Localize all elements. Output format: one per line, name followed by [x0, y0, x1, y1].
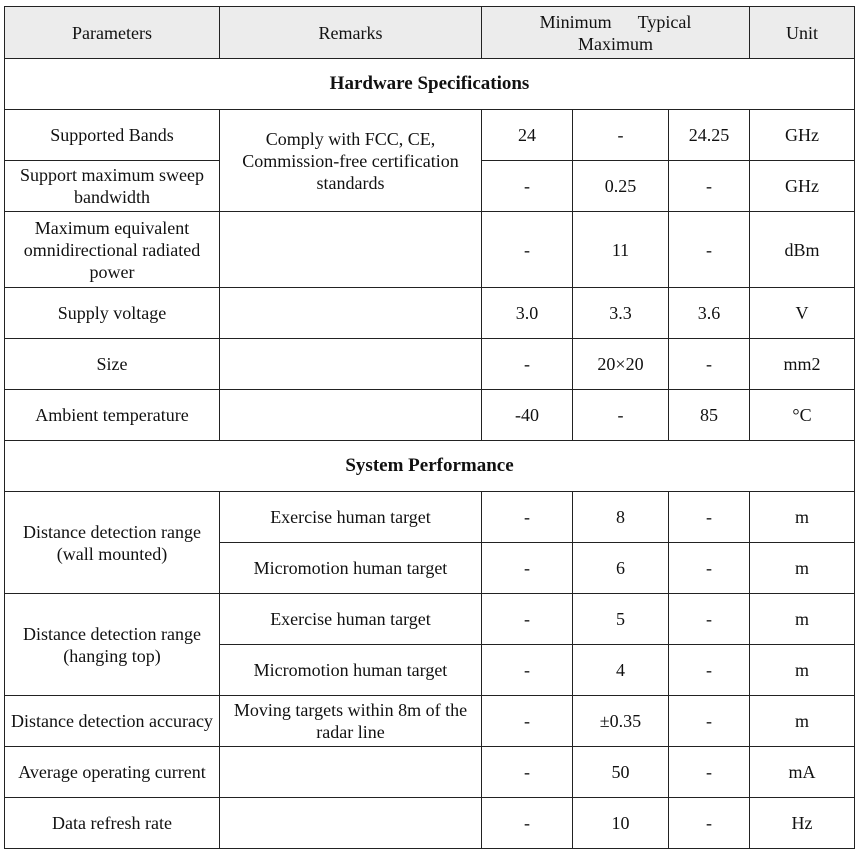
typ-cell: 50 [573, 747, 669, 798]
header-parameters: Parameters [5, 7, 220, 59]
min-cell: - [482, 543, 573, 594]
typ-cell: - [573, 110, 669, 161]
param-cell: Supported Bands [5, 110, 220, 161]
table-row [5, 390, 855, 441]
param-cell: Maximum equivalent omnidirectional radiated power [5, 212, 220, 288]
table-row [5, 212, 855, 288]
unit-cell: m [750, 543, 855, 594]
typ-cell: 11 [573, 212, 669, 288]
unit-cell: GHz [750, 110, 855, 161]
max-cell: - [669, 339, 750, 390]
unit-cell: V [750, 288, 855, 339]
max-cell: - [669, 696, 750, 747]
table-row [5, 339, 855, 390]
min-cell: - [482, 645, 573, 696]
unit-cell: m [750, 645, 855, 696]
param-cell: Distance detection accuracy [5, 696, 220, 747]
param-cell: Ambient temperature [5, 390, 220, 441]
max-cell: - [669, 798, 750, 849]
typ-cell: 20×20 [573, 339, 669, 390]
remark-cell [220, 339, 482, 390]
table-row [5, 492, 855, 543]
remark-cell [220, 390, 482, 441]
typ-cell: 10 [573, 798, 669, 849]
specification-table [4, 6, 855, 849]
section-row-performance [5, 441, 855, 492]
header-min-typ-max [482, 7, 750, 59]
table-row [5, 288, 855, 339]
param-cell: Distance detection range (hanging top) [5, 594, 220, 696]
table-row [5, 798, 855, 849]
header-minimum: Minimum [539, 11, 612, 32]
header-remarks: Remarks [220, 7, 482, 59]
min-cell: 24 [482, 110, 573, 161]
max-cell: - [669, 594, 750, 645]
max-cell: - [669, 492, 750, 543]
unit-cell: m [750, 594, 855, 645]
remark-cell: Exercise human target [220, 594, 482, 645]
min-cell: - [482, 161, 573, 212]
unit-cell: Hz [750, 798, 855, 849]
param-cell: Average operating current [5, 747, 220, 798]
remark-cell [220, 212, 482, 288]
typ-cell: 4 [573, 645, 669, 696]
max-cell: 85 [669, 390, 750, 441]
max-cell: - [669, 212, 750, 288]
param-cell: Data refresh rate [5, 798, 220, 849]
min-cell: - [482, 339, 573, 390]
max-cell: - [669, 747, 750, 798]
header-row [5, 7, 855, 59]
unit-cell: mA [750, 747, 855, 798]
typ-cell: 5 [573, 594, 669, 645]
remark-cell: Exercise human target [220, 492, 482, 543]
table-row [5, 594, 855, 645]
table-row [5, 110, 855, 161]
section-title-hardware: Hardware Specifications [5, 59, 855, 110]
table-row [5, 747, 855, 798]
remark-cell: Micromotion human target [220, 543, 482, 594]
remark-cell: Moving targets within 8m of the radar line [220, 696, 482, 747]
max-cell: 24.25 [669, 110, 750, 161]
typ-cell: 3.3 [573, 288, 669, 339]
unit-cell: m [750, 696, 855, 747]
unit-cell: GHz [750, 161, 855, 212]
header-typical: Typical [637, 11, 692, 32]
max-cell: - [669, 543, 750, 594]
remark-cell [220, 747, 482, 798]
min-cell: -40 [482, 390, 573, 441]
remark-cell: Micromotion human target [220, 645, 482, 696]
table-row [5, 696, 855, 747]
remark-cell [220, 798, 482, 849]
typ-cell: - [573, 390, 669, 441]
param-cell: Support maximum sweep bandwidth [5, 161, 220, 212]
param-cell: Size [5, 339, 220, 390]
typ-cell: 8 [573, 492, 669, 543]
min-cell: 3.0 [482, 288, 573, 339]
max-cell: 3.6 [669, 288, 750, 339]
header-maximum: Maximum [578, 33, 654, 54]
max-cell: - [669, 161, 750, 212]
header-unit: Unit [750, 7, 855, 59]
unit-cell: °C [750, 390, 855, 441]
remark-cell: Comply with FCC, CE, Commission-free certification standards [220, 110, 482, 212]
unit-cell: dBm [750, 212, 855, 288]
typ-cell: 0.25 [573, 161, 669, 212]
min-cell: - [482, 492, 573, 543]
unit-cell: mm2 [750, 339, 855, 390]
min-cell: - [482, 696, 573, 747]
remark-cell [220, 288, 482, 339]
param-cell: Supply voltage [5, 288, 220, 339]
typ-cell: ±0.35 [573, 696, 669, 747]
section-title-performance: System Performance [5, 441, 855, 492]
param-cell: Distance detection range (wall mounted) [5, 492, 220, 594]
min-cell: - [482, 594, 573, 645]
unit-cell: m [750, 492, 855, 543]
typ-cell: 6 [573, 543, 669, 594]
min-cell: - [482, 747, 573, 798]
section-row-hardware [5, 59, 855, 110]
min-cell: - [482, 798, 573, 849]
min-cell: - [482, 212, 573, 288]
max-cell: - [669, 645, 750, 696]
